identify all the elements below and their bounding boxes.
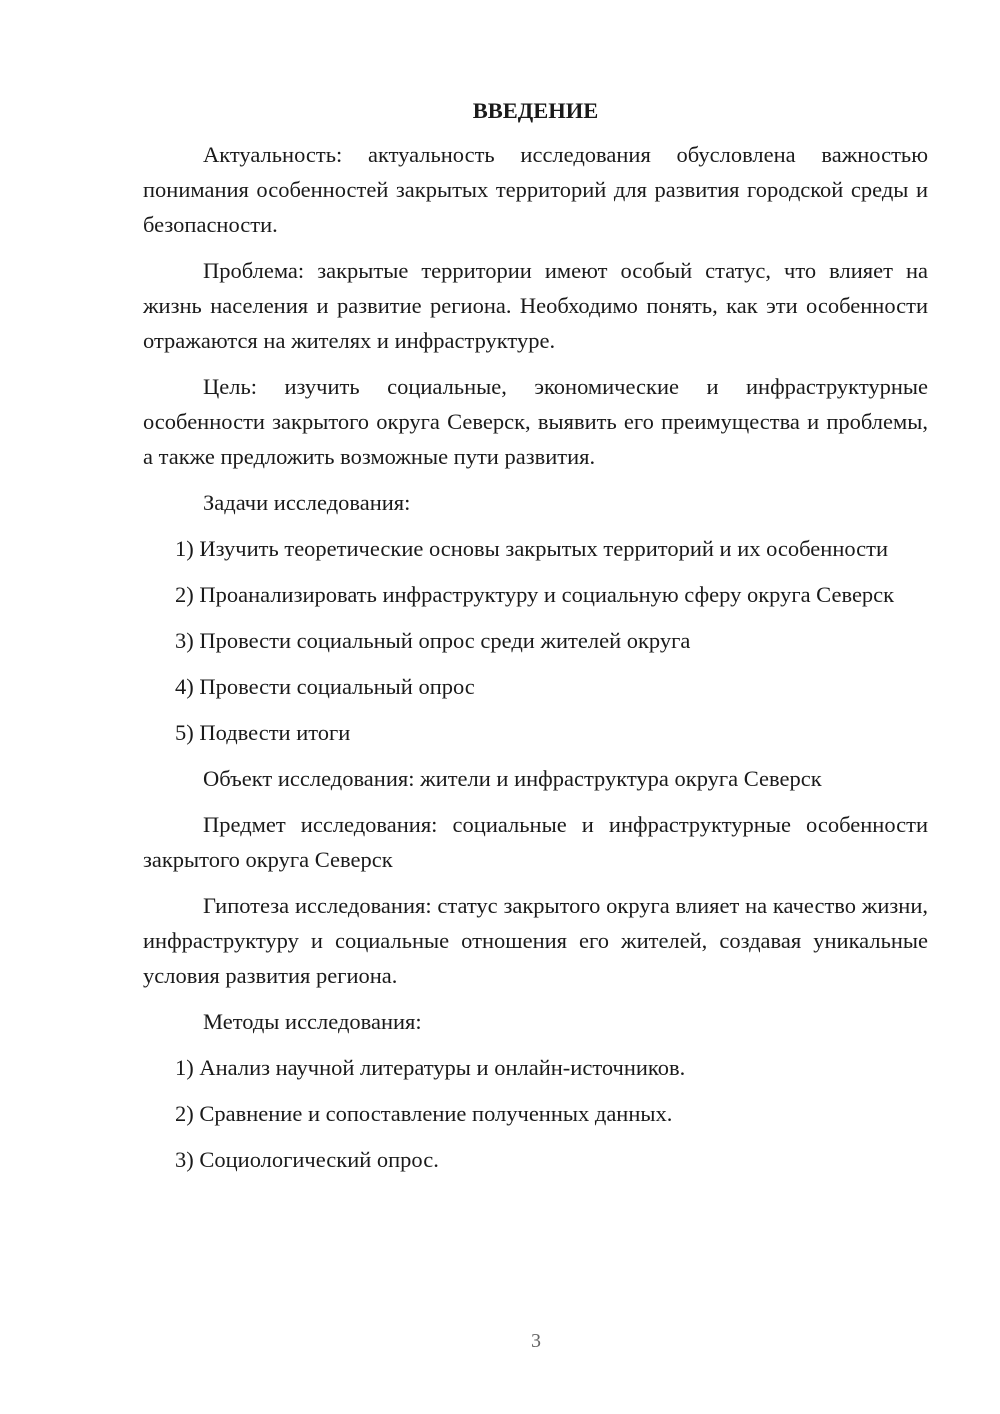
task-item-5: 5) Подвести итоги xyxy=(175,720,351,745)
task-item-4: 4) Провести социальный опрос xyxy=(175,674,475,699)
method-item-3: 3) Социологический опрос. xyxy=(175,1147,439,1172)
hypothesis-paragraph: Гипотеза исследования: статус закрытого округа влияет на качество жизни, инфраструктуру и социальные отношения его жителей, создавая уникальные условия развития региона. xyxy=(143,893,928,988)
methods-heading: Методы исследования: xyxy=(203,1009,422,1034)
problem-paragraph: Проблема: закрытые территории имеют особый статус, что влияет на жизнь населения и развитие региона. Необходимо понять, как эти особенности отражаются на жителях и инфраструктуре. xyxy=(143,258,928,353)
object-paragraph: Объект исследования: жители и инфраструктура округа Северск xyxy=(203,766,822,791)
goal-paragraph: Цель: изучить социальные, экономические и инфраструктурные особенности закрытого округа Северск, выявить его преимущества и проблемы, а также предложить возможные пути развития. xyxy=(143,374,928,469)
method-item-2: 2) Сравнение и сопоставление полученных данных. xyxy=(175,1101,673,1126)
subject-paragraph: Предмет исследования: социальные и инфраструктурные особенности закрытого округа Северск xyxy=(143,812,928,872)
task-item-3: 3) Провести социальный опрос среди жителей округа xyxy=(175,628,691,653)
method-item-1: 1) Анализ научной литературы и онлайн-источников. xyxy=(175,1055,686,1080)
document-body xyxy=(143,93,928,1188)
relevance-paragraph: Актуальность: актуальность исследования обусловлена важностью понимания особенностей закрытых территорий для развития городской среды и безопасности. xyxy=(143,142,928,237)
page-title: ВВЕДЕНИЕ xyxy=(472,98,599,123)
task-item-2: 2) Проанализировать инфраструктуру и социальную сферу округа Северск xyxy=(175,582,895,607)
tasks-heading: Задачи исследования: xyxy=(203,490,411,515)
task-item-1: 1) Изучить теоретические основы закрытых территорий и их особенности xyxy=(175,536,889,561)
page-number: 3 xyxy=(531,1330,541,1352)
